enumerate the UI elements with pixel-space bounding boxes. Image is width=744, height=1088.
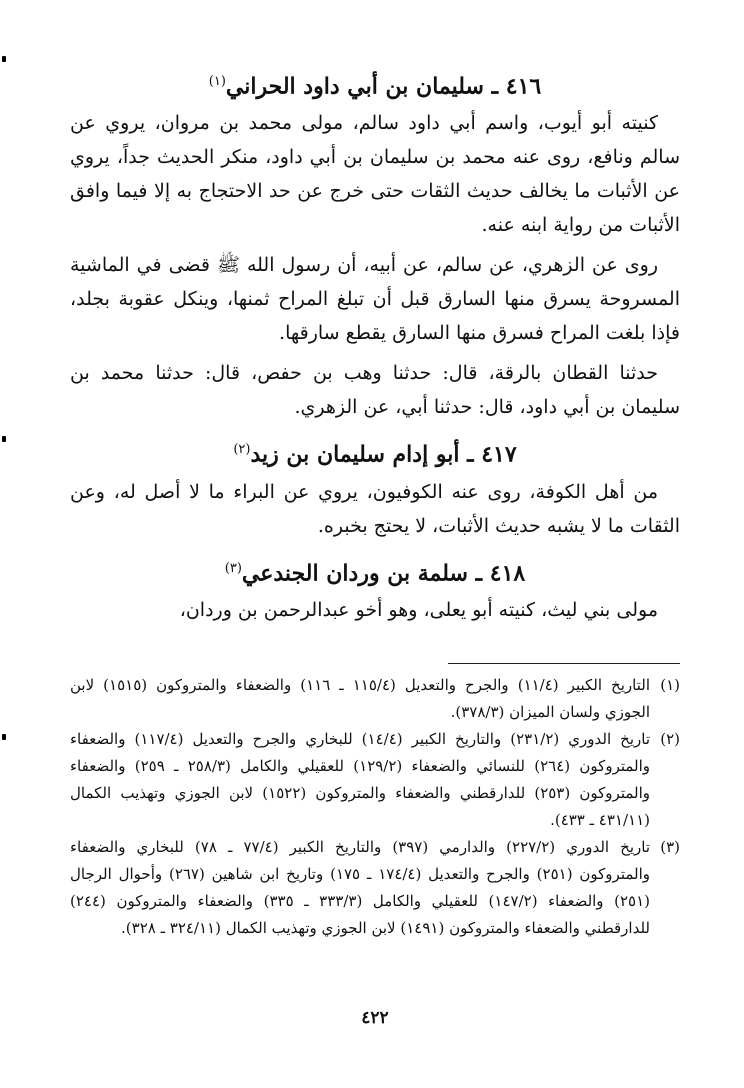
entry-418-title: ٤١٨ ـ سلمة بن وردان الجندعي: [241, 559, 526, 586]
entry-416-text-1: كنيته أبو أيوب، واسم أبي داود سالم، مولى محمد بن مروان، يروي عن سالم ونافع، روى عنه محمد بن سليمان بن أبي داود، منكر الحديث جداً، يروي عن الأثبات ما يخالف حديث الثقات حتى خرج عن حد الاحتجاج به إلا فيما وافق الأثبات من رواية ابنه عنه.: [70, 112, 680, 237]
book-page: [70, 62, 680, 1062]
footnote-1-text: التاريخ الكبير (١١/٤) والجرح والتعديل (١١٥/٤ ـ ١١٦) والضعفاء والمتروكون (١٥١٥) لابن الجوزي ولسان الميزان (٣٧٨/٣).: [70, 675, 650, 721]
footnote-3-number: (٣): [660, 837, 680, 856]
footnote-3-text: تاريخ الدوري (٢٢٧/٢) والدارمي (٣٩٧) والتاريخ الكبير (٧٧/٤ ـ ٧٨) للبخاري والضعفاء والمتروكون (٢٥١) والجرح والتعديل (١٧٤/٤ ـ ١٧٥) وتاريخ ابن شاهين (٢٦٧) وأحوال الرجال (٢٥١) والضعفاء (١٤٧/٢) للعقيلي والكامل (٣٣٣/٣ ـ ٣٣٥) والضعفاء والمتروكون (٢٤٤) للدارقطني والضعفاء والمتروكون (١٤٩١) لابن الجوزي وتهذيب الكمال (٣٢٤/١١ ـ ٣٢٨).: [70, 837, 650, 937]
scan-mark-top: [2, 56, 6, 62]
entry-417-heading: [70, 430, 680, 474]
page-number: ٤٢٢: [361, 1008, 389, 1028]
footnote-2-text: تاريخ الدوري (٢٣١/٢) والتاريخ الكبير (١٤/٤) للبخاري والجرح والتعديل (١١٧/٤) والضعفاء والمتروكون (٢٦٤) للنسائي والضعفاء (١٢٩/٢) للعقيلي والكامل (٢٥٨/٣ ـ ٢٥٩) والضعفاء والمتروكون (٢٥٣) للدارقطني والضعفاء والمتروكون (١٥٢٢) لابن الجوزي وتهذيب الكمال (٤٣١/١١ ـ ٤٣٣).: [70, 729, 651, 829]
entry-418-text-1: مولى بني ليث، كنيته أبو يعلى، وهو أخو عبدالرحمن بن وردان،: [179, 598, 658, 621]
entry-416-text-3: حدثنا القطان بالرقة، قال: حدثنا وهب بن حفص، قال: حدثنا محمد بن سليمان بن أبي داود، قال: حدثنا أبي، عن الزهري.: [70, 362, 680, 419]
scan-mark-bottom: [2, 734, 6, 740]
footnote-1: [70, 672, 680, 726]
entry-416-title: ٤١٦ ـ سليمان بن أبي داود الحراني: [225, 73, 542, 100]
entry-416-note-ref: (١): [208, 74, 226, 89]
entry-418-paragraph-1: [70, 593, 680, 627]
entry-417-text-1: من أهل الكوفة، روى عنه الكوفيون، يروي عن البراء ما لا أصل له، وعن الثقات ما لا يشبه حديث الأثبات، لا يحتج بخبره.: [70, 480, 680, 537]
entry-417-paragraph-1: [70, 475, 680, 543]
entry-418-heading: [70, 549, 680, 593]
footnote-separator: [448, 663, 680, 664]
scan-mark-middle: [2, 436, 6, 442]
footnote-2-number: (٢): [660, 729, 680, 748]
entry-416-heading: [70, 62, 680, 106]
entry-416-text-2: روى عن الزهري، عن سالم، عن أبيه، أن رسول الله ﷺ قضى في الماشية المسروحة يسرق منها السارق قبل أن تبلغ المراح ثمنها، وينكل عقوبة بجلد، فإذا بلغت المراح فسرق منها السارق يقطع سارقها.: [70, 254, 680, 345]
entry-418-note-ref: (٣): [224, 560, 242, 576]
entry-416-paragraph-3: [70, 356, 680, 424]
footnote-1-number: (١): [660, 675, 680, 694]
footnote-2: [70, 726, 680, 834]
entry-416-paragraph-2: [70, 248, 680, 350]
entry-416-paragraph-1: [70, 106, 680, 242]
entry-417-note-ref: (٢): [233, 442, 251, 458]
entry-417-title: ٤١٧ ـ أبو إدام سليمان بن زيد: [250, 441, 517, 468]
footnote-3: [70, 834, 680, 942]
